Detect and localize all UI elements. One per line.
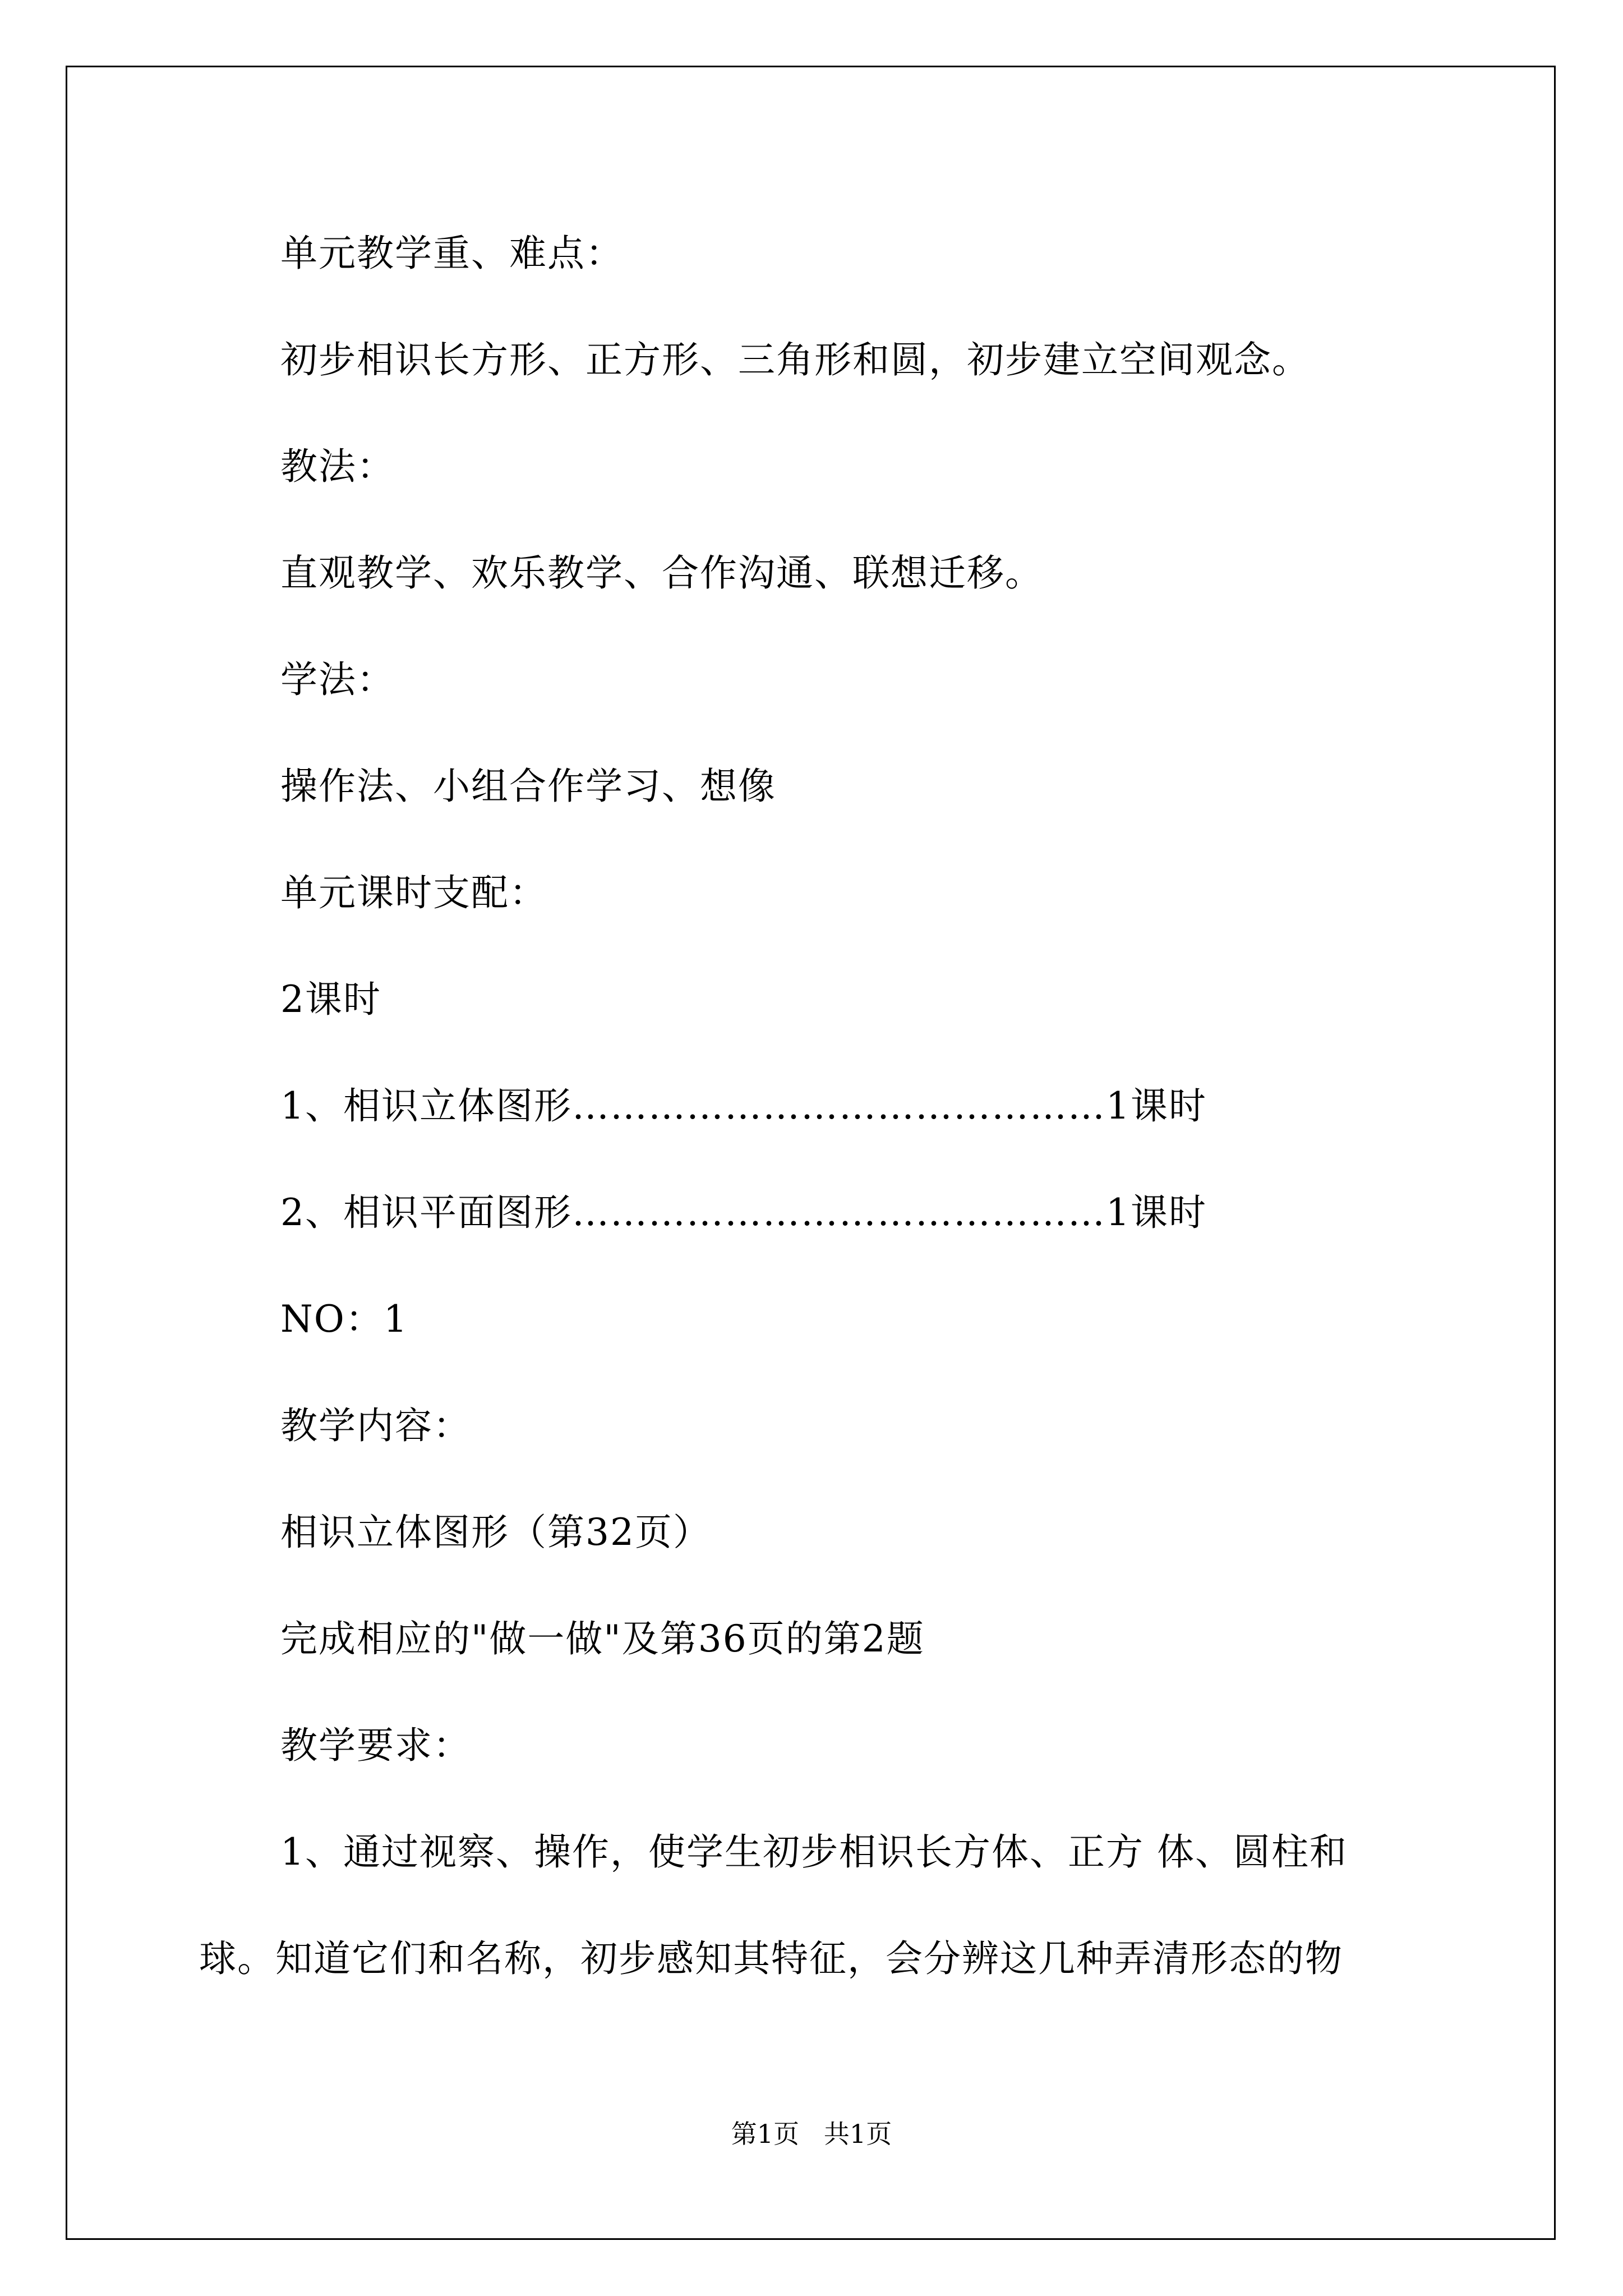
text-line: 单元教学重、难点： [280, 232, 624, 275]
text-line: 1、通过视察、操作，使学生初步相识长方体、正方 体、圆柱和 [280, 1830, 1348, 1874]
text-line: 2课时 [280, 978, 381, 1021]
text-line: 教学内容： [280, 1404, 471, 1447]
text-line: 1、相识立体图形……………………………………1课时 [280, 1084, 1207, 1128]
text-line: 单元课时支配： [280, 871, 547, 914]
text-line: 2、相识平面图形……………………………………1课时 [280, 1191, 1207, 1234]
text-line: 操作法、小组合作学习、想像 [280, 765, 776, 808]
text-line: 相识立体图形（第32页） [280, 1511, 711, 1554]
page-footer: 第1页 共1页 [731, 2119, 892, 2149]
text-line: NO：1 [280, 1297, 408, 1341]
text-line: 球。知道它们和名称，初步感知其特征，会分辨这几种弄清形态的物 [199, 1937, 1343, 1980]
text-line: 教学要求： [280, 1724, 471, 1767]
text-line: 初步相识长方形、正方形、三角形和圆，初步建立空间观念。 [280, 338, 1310, 381]
text-line: 学法： [280, 658, 395, 701]
text-line: 直观教学、欢乐教学、合作沟通、联想迁移。 [280, 551, 1043, 595]
text-line: 教法： [280, 445, 395, 488]
text-line: 完成相应的"做一做"及第36页的第2题 [280, 1617, 925, 1660]
page-border [66, 66, 1556, 2240]
